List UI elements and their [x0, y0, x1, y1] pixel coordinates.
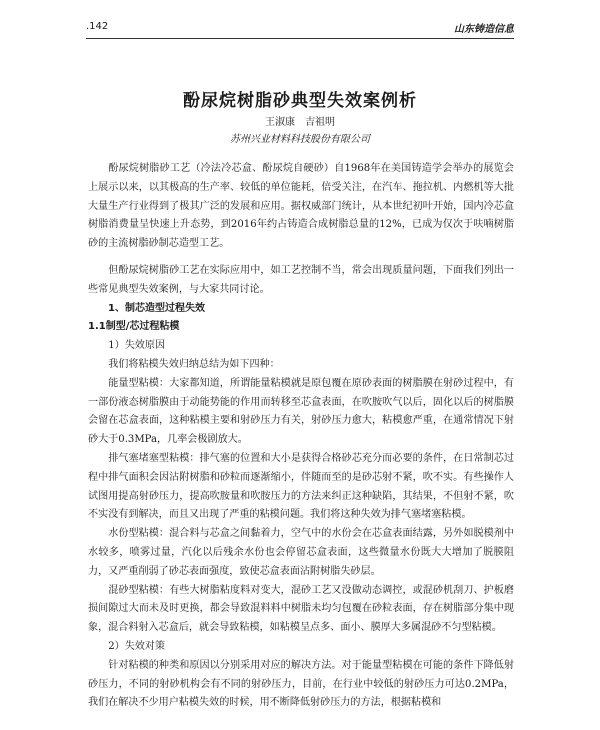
cause-lead-paragraph: 我们将粘模失效归纳总结为如下四种： — [108, 358, 280, 370]
article-body — [88, 160, 514, 713]
page-header — [86, 18, 514, 38]
energy-sticking-paragraph: 能量型粘模：大家都知道，所谓能量粘模就是原包覆在原砂表面的树脂膜在射砂过程中，有一部份液态树脂膜由于动能势能的作用而转移至芯盒表面，在吹胺吹气以后，固化以后的树脂膜会留在芯盒表面，这种粘模主要和射砂压力有关，射砂压力愈大，粘模愈严重，在通常情况下射砂大于0.3MPa，几率会极剧放大。 — [88, 377, 514, 446]
header-rule — [86, 38, 514, 39]
countermeasure-paragraph: 针对粘模的种类和原因以分别采用对应的解决方法。对于能量型粘模在可能的条件下降低射砂压力，不同的射砂机构会有不同的射砂压力，目前，在行业中较低的射砂压力可达0.2MPa，我们在解决不少用户粘模失效的时候，用不断降低射砂压力的方法，根据粘模和 — [88, 659, 514, 709]
intro-paragraph-1: 酚尿烷树脂砂工艺（冷法冷芯盒、酚尿烷自硬砂）自1968年在美国铸造学会举办的展览会上展示以来，以其极高的生产率、较低的单位能耗，倍受关注，在汽车、拖拉机、内燃机等大批大量生产行业得到了极其广泛的发展和应用。据权威部门统计，从本世纪初叶开始，国内冷芯盒树脂消费量呈快速上升态势，到2016年约占铸造合成树脂总量的12%，已成为仅次于呋喃树脂砂的主流树脂砂制芯造型工艺。 — [88, 163, 514, 250]
intro-paragraph-2: 但酚尿烷树脂砂工艺在实际应用中，如工艺控制不当，常会出现质量问题，下面我们列出一些常见典型失效案例，与大家共同讨论。 — [88, 264, 514, 295]
article-title: 酚尿烷树脂砂典型失效案例析 — [183, 91, 417, 111]
mixing-sticking-paragraph: 混砂型粘模：有些大树脂粘度料对变大，混砂工艺又没做动态调控，或混砂机刮刀、护板磨损间隙过大而未及时更换，都会导致混料料中树脂未均匀包覆在砂粒表面，存在树脂部分集中现象，混合料射入芯盒后，就会导致粘模，如粘模呈点多、面小、膜厚大多属混砂不匀型粘模。 — [88, 584, 514, 634]
journal-name: 山东铸造信息 — [454, 24, 514, 35]
subsection-countermeasure-heading: 2）失效对策 — [108, 640, 166, 652]
article-affiliation: 苏州兴业材料科技股份有限公司 — [230, 134, 370, 145]
article-authors: 王淑康 吉祖明 — [265, 117, 335, 128]
page-number: .142 — [86, 21, 109, 32]
section-1-1-heading: 1.1制型/芯过程粘模 — [88, 321, 180, 333]
section-1-heading: 1、制芯造型过程失效 — [108, 302, 205, 314]
subsection-cause-heading: 1）失效原因 — [108, 340, 166, 352]
vent-sticking-paragraph: 排气塞堵塞型粘模：排气塞的位置和大小是获得合格砂芯充分而必要的条件，在日常制芯过程中排气面积会因沾附树脂和砂粒而逐渐缩小，伴随而至的是砂芯射不紧，吹不实。有些操作人试图用提高射砂压力，提高吹胺量和吹胺压力的方法来纠正这种缺陷，其结果，不但射不紧，吹不实没有到解决，而且又出现了严重的粘模问题。我们将这种失效为排气塞堵塞粘模。 — [88, 452, 514, 521]
moisture-sticking-paragraph: 水份型粘模：混合料与芯盒之间黏着力，空气中的水份会在芯盒表面结露，另外如脱模剂中水较多，喷雾过量，汽化以后残余水份也会停留芯盒表面，这些微量水份既大大增加了脱膜阻力，又严重削弱了砂芯表面强度，致使芯盒表面沾附树脂失砂层。 — [88, 528, 514, 577]
